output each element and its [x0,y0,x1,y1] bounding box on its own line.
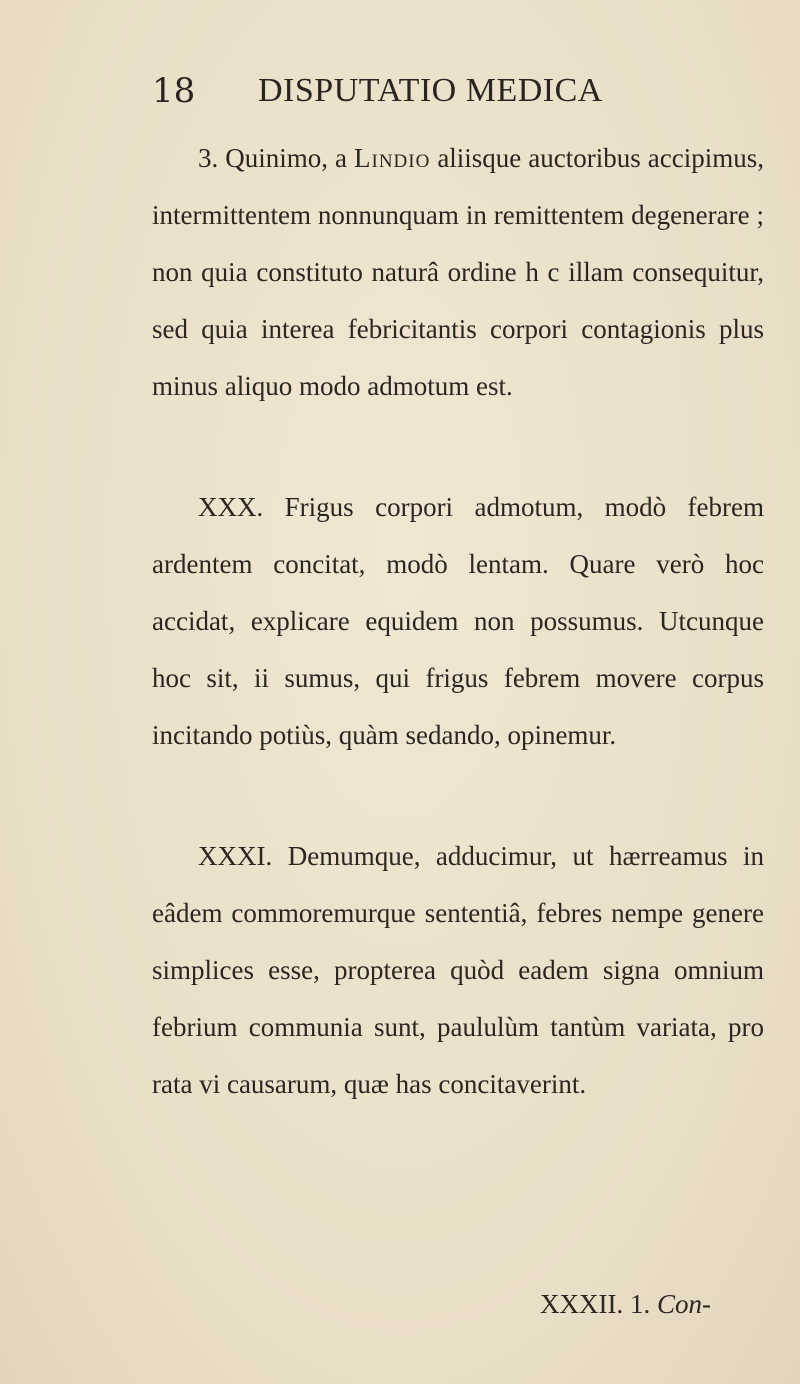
paragraph-gap [152,764,764,828]
page-header [0,66,800,116]
paragraph-xxxi: XXXI. Demumque, adducimur, ut hærreamus in eâdem commoremurque sententiâ, febres nempe genere simplices esse, propterea quòd eadem signa omnium febrium communia sunt, paululùm tantùm variata, pro rata vi causarum, quæ has concitaverint. [152,841,764,1099]
running-head: DISPUTATIO MEDICA [258,72,603,109]
paragraph-3-text-after: aliisque auctoribus accipimus, intermittentem nonnunquam in remittentem degenerare ; non quia constituto naturâ ordine h c illam consequitur, sed quia interea febricitantis corpori contagionis plus minus aliquo modo admotum est. [152,143,764,401]
paragraph-3 [152,130,764,415]
paragraph-gap [152,415,764,479]
catchword-word: Con- [656,1289,711,1319]
paragraph-xxx: XXX. Frigus corpori admotum, modò febrem ardentem concitat, modò lentam. Quare verò hoc accidat, explicare equidem non possumus. Utcunque hoc sit, ii sumus, qui frigus febrem movere corpus incitando potiùs, quàm sedando, opinemur. [152,492,764,750]
catchword-numeral: XXXII. 1. [540,1289,651,1319]
paragraph-3-text-before: 3. Quinimo, a [198,143,354,173]
page-number: 18 [152,71,196,111]
author-name-lindio: Lindio [354,143,431,173]
catchword [540,1284,711,1324]
body-text [152,130,764,1113]
